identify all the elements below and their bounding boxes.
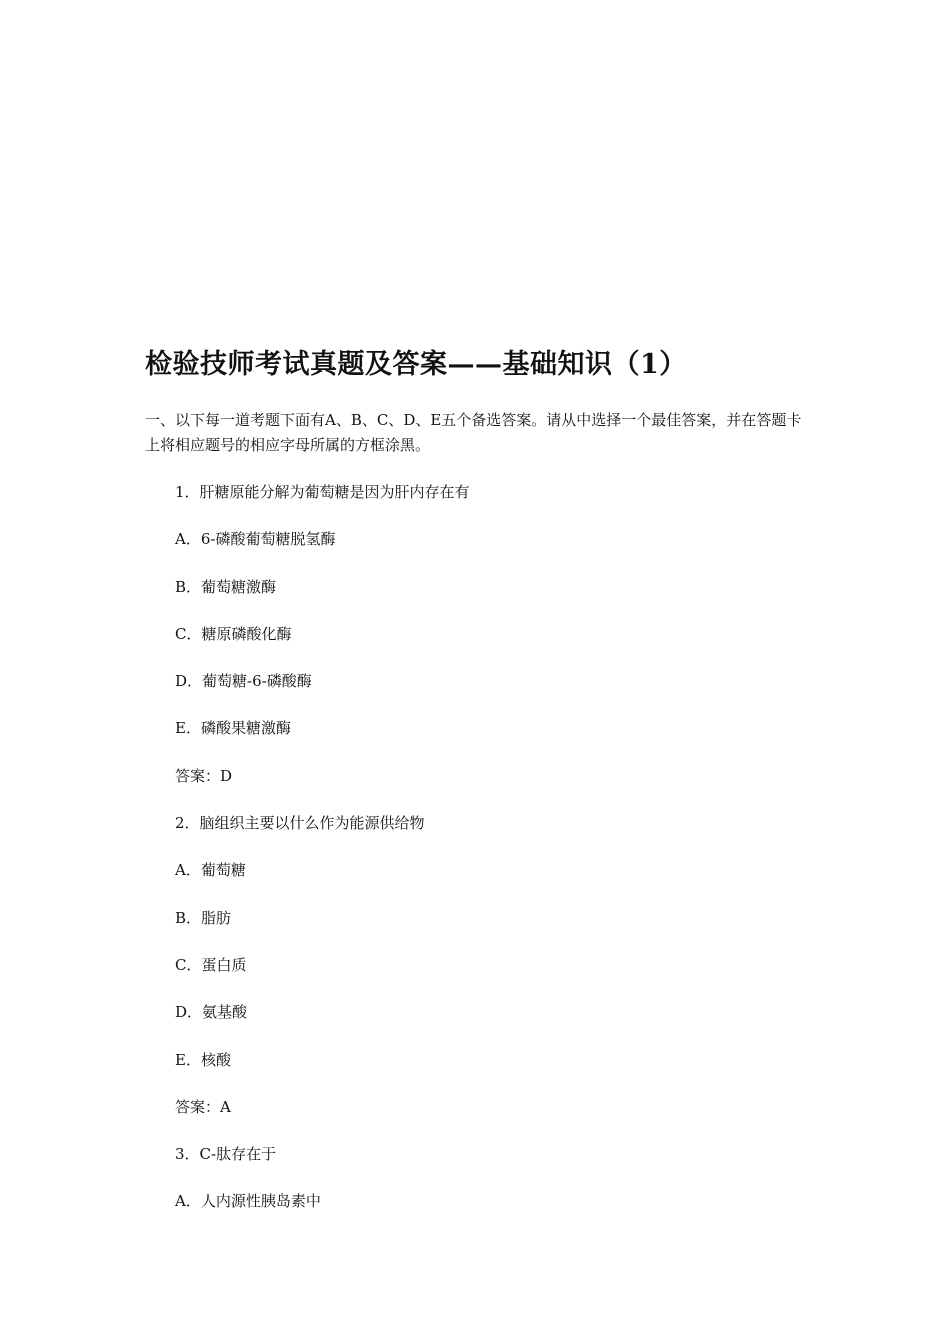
answer-option: E．核酸 xyxy=(175,1050,231,1069)
answer-key: 答案：D xyxy=(175,766,233,785)
answer-option: D．氨基酸 xyxy=(175,1003,248,1022)
answer-option: A．葡萄糖 xyxy=(175,861,246,880)
question-list xyxy=(175,480,470,1237)
answer-option: A．6-磷酸葡萄糖脱氢酶 xyxy=(175,530,336,549)
answer-key: 答案：A xyxy=(175,1097,231,1116)
answer-option: E．磷酸果糖激酶 xyxy=(175,719,291,738)
question-stem: 2．脑组织主要以什么作为能源供给物 xyxy=(175,814,425,833)
answer-option: B．葡萄糖激酶 xyxy=(175,577,277,596)
question-stem: 1．肝糖原能分解为葡萄糖是因为肝内存在有 xyxy=(175,483,470,501)
question-stem: 3．C-肽存在于 xyxy=(175,1145,277,1164)
document-title: 检验技师考试真题及答案——基础知识（1） xyxy=(145,349,687,380)
answer-option: C．糖原磷酸化酶 xyxy=(175,624,292,643)
answer-option: A．人内源性胰岛素中 xyxy=(175,1192,321,1211)
instructions-paragraph: 一、以下每一道考题下面有A、B、C、D、E五个备选答案。请从中选择一个最佳答案，并在答题卡上将相应题号的相应字母所属的方框涂黑。 xyxy=(145,411,802,454)
answer-option: C．蛋白质 xyxy=(175,955,247,974)
answer-option: B．脂肪 xyxy=(175,908,232,927)
answer-option: D．葡萄糖-6-磷酸酶 xyxy=(175,672,312,691)
